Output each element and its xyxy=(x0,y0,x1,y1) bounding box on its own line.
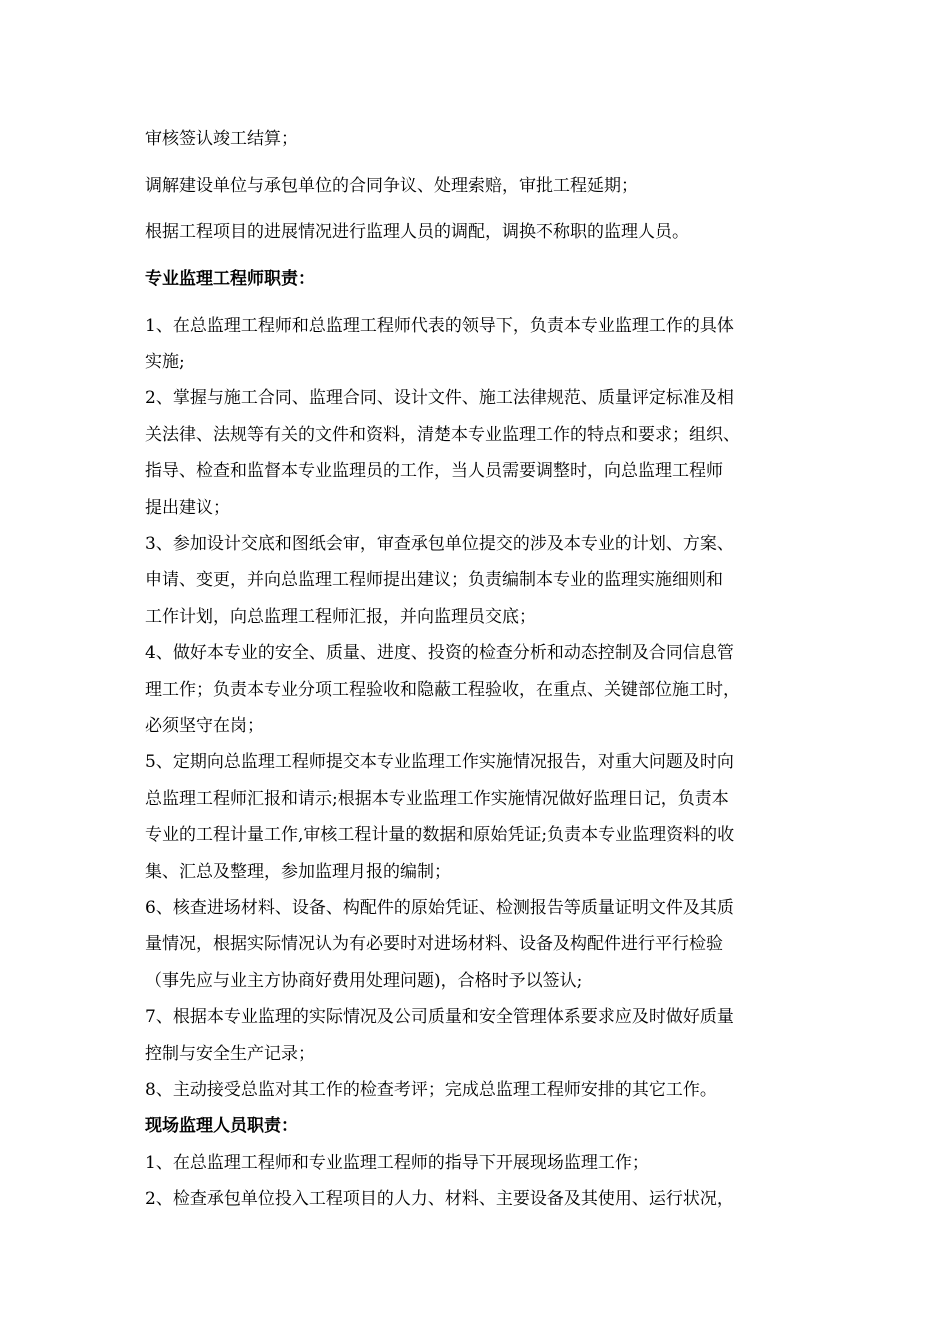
paragraph: 控制与安全生产记录； xyxy=(145,1044,315,1064)
section-heading: 现场监理人员职责： xyxy=(145,1116,298,1136)
paragraph: 总监理工程师汇报和请示;根据本专业监理工作实施情况做好监理日记，负责本 xyxy=(145,789,729,809)
paragraph: 专业的工程计量工作,审核工程计量的数据和原始凭证;负责本专业监理资料的收 xyxy=(145,825,735,845)
paragraph: 指导、检查和监督本专业监理员的工作，当人员需要调整时，向总监理工程师 xyxy=(145,461,723,481)
paragraph: 必须坚守在岗； xyxy=(145,716,264,736)
paragraph: 7、根据本专业监理的实际情况及公司质量和安全管理体系要求应及时做好质量 xyxy=(145,1007,734,1027)
paragraph: 关法律、法规等有关的文件和资料，清楚本专业监理工作的特点和要求；组织、 xyxy=(145,425,740,445)
paragraph: 3、参加设计交底和图纸会审，审查承包单位提交的涉及本专业的计划、方案、 xyxy=(145,534,734,554)
paragraph: 集、汇总及整理，参加监理月报的编制； xyxy=(145,862,451,882)
paragraph: 1、在总监理工程师和总监理工程师代表的领导下，负责本专业监理工作的具体 xyxy=(145,316,734,336)
paragraph: 量情况，根据实际情况认为有必要时对进场材料、设备及构配件进行平行检验 xyxy=(145,934,723,954)
section-heading: 专业监理工程师职责： xyxy=(145,269,315,289)
paragraph: 6、核查进场材料、设备、构配件的原始凭证、检测报告等质量证明文件及其质 xyxy=(145,898,734,918)
paragraph: 2、掌握与施工合同、监理合同、设计文件、施工法律规范、质量评定标准及相 xyxy=(145,388,734,408)
paragraph: 实施; xyxy=(145,352,185,372)
paragraph: 4、做好本专业的安全、质量、进度、投资的检查分析和动态控制及合同信息管 xyxy=(145,643,734,663)
paragraph: 调解建设单位与承包单位的合同争议、处理索赔，审批工程延期； xyxy=(145,176,638,196)
paragraph: 2、检查承包单位投入工程项目的人力、材料、主要设备及其使用、运行状况， xyxy=(145,1189,734,1209)
paragraph: 根据工程项目的进展情况进行监理人员的调配，调换不称职的监理人员。 xyxy=(145,222,689,242)
paragraph: 8、主动接受总监对其工作的检查考评；完成总监理工程师安排的其它工作。 xyxy=(145,1080,717,1100)
paragraph: （事先应与业主方协商好费用处理问题)，合格时予以签认; xyxy=(145,971,583,991)
paragraph: 5、定期向总监理工程师提交本专业监理工作实施情况报告，对重大问题及时向 xyxy=(145,752,734,772)
paragraph: 工作计划，向总监理工程师汇报，并向监理员交底； xyxy=(145,607,536,627)
paragraph: 审核签认竣工结算； xyxy=(145,129,298,149)
paragraph: 理工作；负责本专业分项工程验收和隐蔽工程验收，在重点、关键部位施工时， xyxy=(145,680,740,700)
paragraph: 1、在总监理工程师和专业监理工程师的指导下开展现场监理工作； xyxy=(145,1153,649,1173)
paragraph: 申请、变更，并向总监理工程师提出建议；负责编制本专业的监理实施细则和 xyxy=(145,570,723,590)
paragraph: 提出建议； xyxy=(145,498,230,518)
